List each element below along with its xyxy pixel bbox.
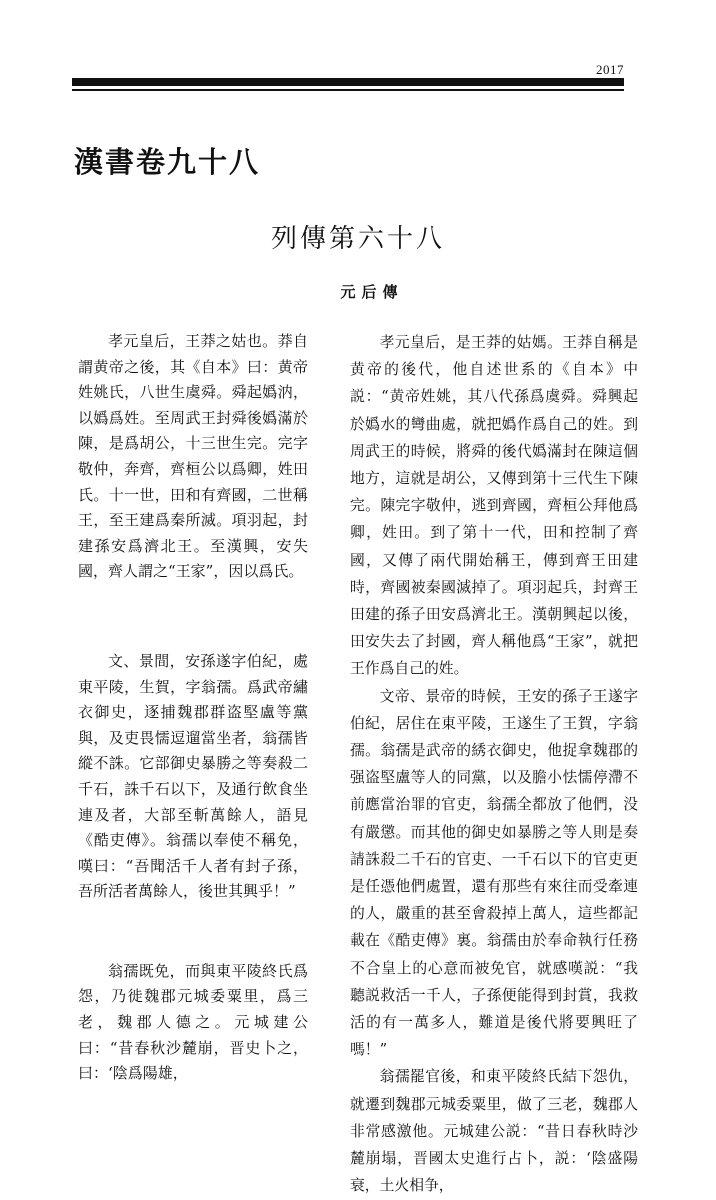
translation-paragraph-3: 翁孺罷官後，和東平陵終氏結下怨仇，就遷到魏郡元城委粟里，做了三老，魏郡人非常感激他。元城建公説：“昔日春秋時沙麓崩塌，晋國太史進行占卜，説：‘陰盛陽衰，土火相争， <box>350 1068 638 1195</box>
chapter-title: 列傳第六十八 <box>270 224 445 254</box>
paragraph-gap <box>78 905 308 959</box>
classical-paragraph-2: 文、景間，安孫遂字伯紀，處東平陵，生賀，字翁孺。爲武帝繡衣御史，逐捕魏郡群盗堅盧等黨與，及吏畏懦逗遛當坐者，翁孺皆縱不誅。它部御史暴勝之等奏殺二千石，誅千石以下，及通行飲食坐連及者，大部至斬萬餘人，語見《酷吏傳》。翁孺以奉使不稱免，嘆曰：“吾聞活千人者有封子孫，吾所活者萬餘人，後世其興乎！” <box>78 651 308 901</box>
classical-paragraph-3: 翁孺既免，而與東平陵終氏爲怨，乃徙魏郡元城委粟里，爲三老，魏郡人德之。元城建公曰：“昔春秋沙麓崩，晋史卜之，曰：‘陰爲陽雄， <box>78 961 308 1083</box>
translation-paragraph-1: 孝元皇后，是王莽的姑媽。王莽自稱是黄帝的後代，他自述世系的《自本》中説：“黄帝姓姚，其八代孫爲虞舜。舜興起於嬀水的彎曲處，就把嬀作爲自己的姓。到周武王的時候，將舜的後代嬀滿封在陳這個地方，這就是胡公，又傳到第十三代生下陳完。陳完字敬仲，逃到齊國，齊桓公拜他爲卿，姓田。到了第十一代，田和控制了齊國，又傳了兩代開始稱王，傳到齊王田建時，齊國被秦國滅掉了。項羽起兵，封齊王田建的孫子田安爲濟北王。漢朝興起以後，田安失去了封國，齊人稱他爲“王家”，就把王作爲自己的姓。 <box>350 334 638 678</box>
page-number: 2017 <box>596 62 624 77</box>
classical-paragraph-1: 孝元皇后，王莽之姑也。莽自謂黄帝之後，其《自本》曰：黄帝姓姚氏，八世生虞舜。舜起嬀汭，以嬀爲姓。至周武王封舜後嬀滿於陳，是爲胡公，十三世生完。完字敬仲，奔齊，齊桓公以爲卿，姓田氏。十一世，田和有齊國，二世稱王，至王建爲秦所滅。項羽起，封建孫安爲濟北王。至漢興，安失國，齊人謂之“王家”，因以爲氏。 <box>78 332 308 581</box>
translation-paragraph-2: 文帝、景帝的時候，王安的孫子王遂字伯紀，居住在東平陵，王遂生了王賀，字翁孺。翁孺是武帝的綉衣御史，他捉拿魏郡的强盗堅盧等人的同黨，以及膽小怯懦停滯不前應當治罪的官吏，翁孺全都放了他們，没有嚴懲。而其他的御史如暴勝之等人則是奏請誅殺二千石的官吏、一千石以下的官吏更是任憑他們處置，還有那些有來往而受牽連的人，嚴重的甚至會殺掉上萬人，這些都記載在《酷吏傳》裏。翁孺由於奉命執行任務不合皇上的心意而被免官，就感嘆説：“我聽説救活一千人，子孫便能得到封賞，我救活的有一萬多人，難道是後代將要興旺了嗎！” <box>350 687 638 1059</box>
header-rule-thin <box>72 89 624 91</box>
section-title: 元后傳 <box>340 283 404 301</box>
paragraph-gap <box>78 585 308 649</box>
volume-title: 漢書卷九十八 <box>74 145 261 179</box>
translation-column <box>350 329 638 1200</box>
header-rule-thick <box>72 78 624 86</box>
classical-text-column <box>78 329 308 1087</box>
